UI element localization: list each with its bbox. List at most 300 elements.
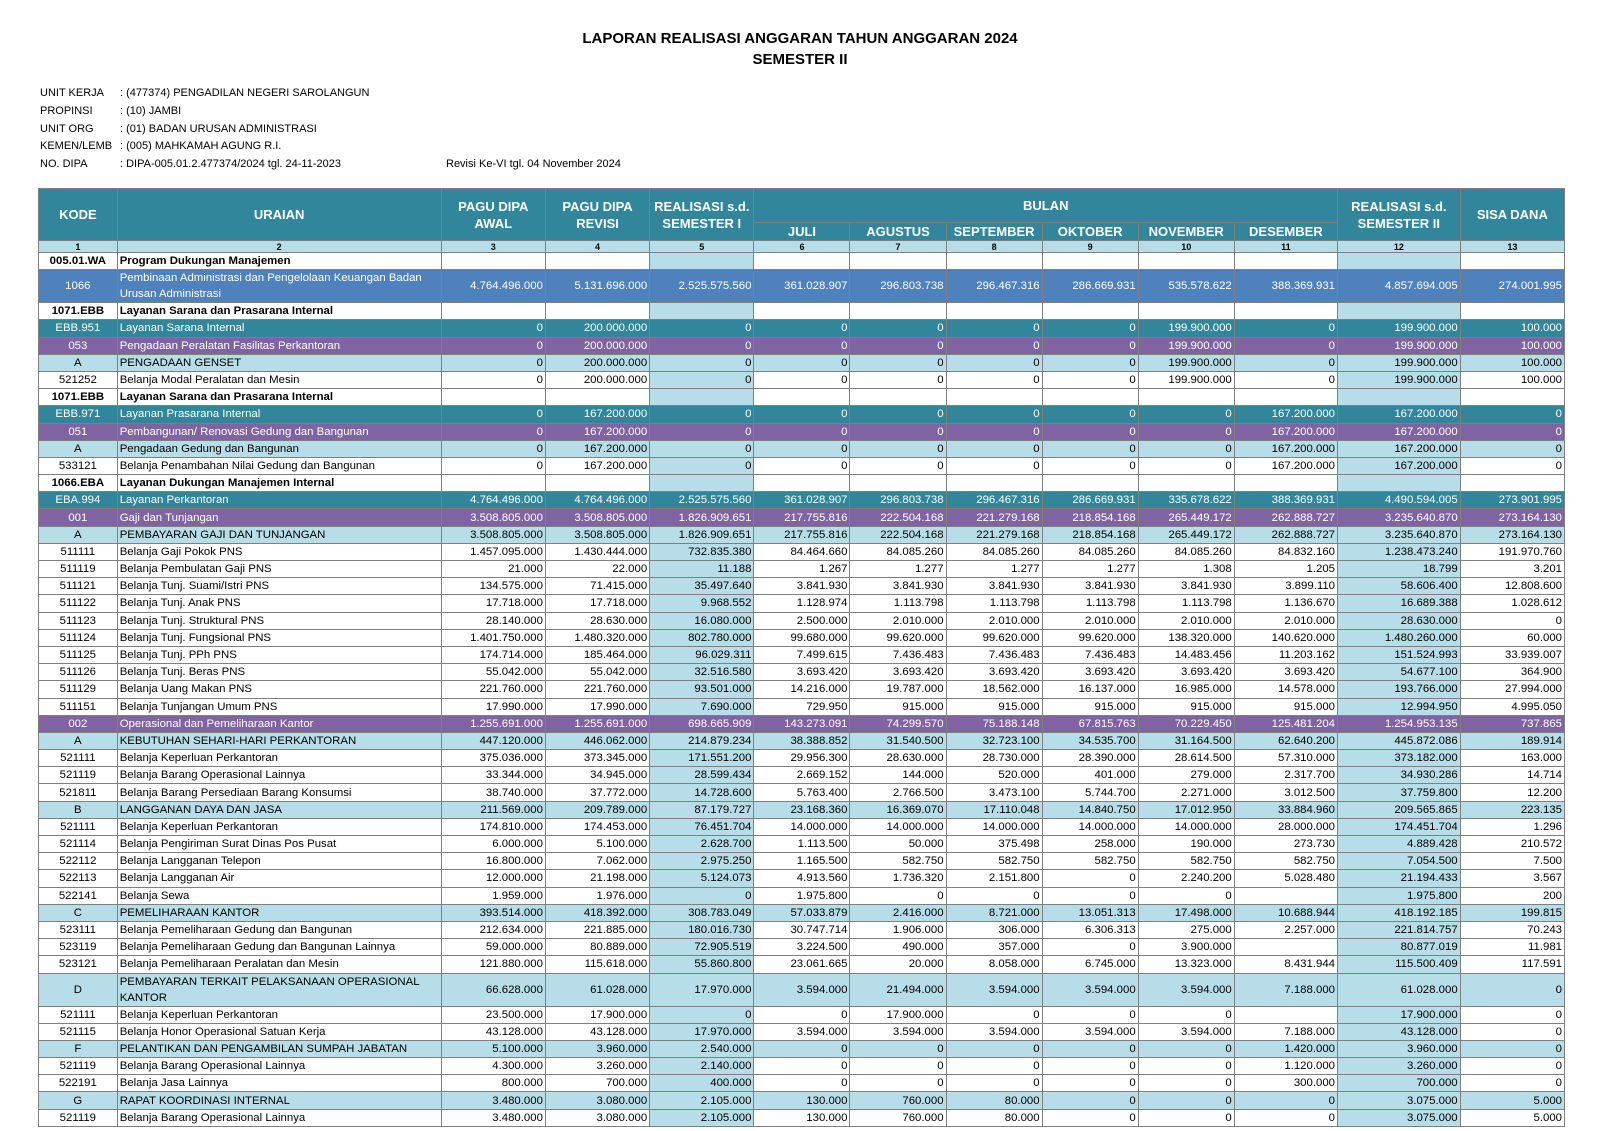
cell-value [545,253,649,270]
cell-value: 50.000 [850,836,946,853]
cell-value: 7.690.000 [650,698,754,715]
cell-value: 14.000.000 [754,818,850,835]
cell-value: 151.524.993 [1338,646,1461,663]
cell-value: 3.693.420 [1234,664,1337,681]
table-row [39,253,1565,270]
cell-value: 5.124.073 [650,870,754,887]
cell-value: 5.131.696.000 [545,270,649,303]
table-row [39,887,1565,904]
cell-value: 308.783.049 [650,904,754,921]
header-month: AGUSTUS [850,223,946,241]
cell-kode: A [39,526,118,543]
cell-value: 16.080.000 [650,612,754,629]
cell-value: 70.243 [1460,921,1564,938]
cell-value: 17.718.000 [441,595,545,612]
cell-value: 200.000.000 [545,354,649,371]
header-pagu-revisi: PAGU DIPA REVISI [545,189,649,241]
cell-value: 400.000 [650,1075,754,1092]
cell-value: 16.985.000 [1138,681,1234,698]
cell-value: 14.216.000 [754,681,850,698]
cell-value: 71.415.000 [545,578,649,595]
cell-value: 0 [650,457,754,474]
table-row [39,1058,1565,1075]
cell-value: 0 [850,1058,946,1075]
cell-value: 1.826.909.651 [650,526,754,543]
cell-value: 0 [1138,457,1234,474]
cell-uraian: Belanja Barang Operasional Lainnya [117,1109,441,1126]
cell-value: 209.565.865 [1338,801,1461,818]
cell-value: 729.950 [754,698,850,715]
cell-value: 0 [1138,1058,1234,1075]
cell-value: 373.182.000 [1338,750,1461,767]
cell-value: 0 [946,887,1042,904]
cell-value: 0 [850,337,946,354]
cell-value: 167.200.000 [1338,457,1461,474]
cell-kode: 521111 [39,750,118,767]
header-month: OKTOBER [1042,223,1138,241]
cell-value: 212.634.000 [441,921,545,938]
cell-value [1460,303,1564,320]
cell-value: 99.620.000 [1042,629,1138,646]
cell-value: 167.200.000 [545,457,649,474]
cell-value: 1.267 [754,561,850,578]
cell-value: 167.200.000 [545,423,649,440]
cell-uraian: Pengadaan Gedung dan Bangunan [117,440,441,457]
cell-value: 2.416.000 [850,904,946,921]
cell-value: 87.179.727 [650,801,754,818]
table-row [39,492,1565,509]
cell-value: 17.110.048 [946,801,1042,818]
cell-value: 3.960.000 [545,1040,649,1057]
table-row [39,526,1565,543]
cell-value: 1.238.473.240 [1338,543,1461,560]
cell-value [1234,303,1337,320]
cell-value [946,253,1042,270]
cell-value: 4.764.496.000 [441,492,545,509]
cell-value: 11.981 [1460,939,1564,956]
cell-value: 17.012.950 [1138,801,1234,818]
cell-kode: G [39,1092,118,1109]
cell-value: 3.900.000 [1138,939,1234,956]
cell-value [1338,253,1461,270]
cell-value [1234,887,1337,904]
cell-value: 296.803.738 [850,270,946,303]
cell-value: 357.000 [946,939,1042,956]
cell-value: 0 [1460,406,1564,423]
cell-value: 17.900.000 [850,1006,946,1023]
cell-value: 2.010.000 [946,612,1042,629]
cell-value [1042,253,1138,270]
table-row [39,904,1565,921]
column-index: 4 [545,241,649,253]
cell-value: 582.750 [1234,853,1337,870]
cell-value: 16.800.000 [441,853,545,870]
cell-value: 1.906.000 [850,921,946,938]
cell-value: 490.000 [850,939,946,956]
cell-value: 33.939.007 [1460,646,1564,663]
column-index: 13 [1460,241,1564,253]
cell-value: 17.970.000 [650,973,754,1006]
cell-value: 100.000 [1460,371,1564,388]
cell-kode: 511126 [39,664,118,681]
cell-value: 199.900.000 [1338,320,1461,337]
cell-value [1460,389,1564,406]
cell-uraian: Belanja Tunj. Fungsional PNS [117,629,441,646]
cell-value: 189.914 [1460,732,1564,749]
cell-value: 3.594.000 [850,1023,946,1040]
report-meta [40,85,621,174]
cell-value: 3.508.805.000 [545,509,649,526]
cell-uraian: Belanja Keperluan Perkantoran [117,1006,441,1023]
column-index: 3 [441,241,545,253]
cell-value: 143.273.091 [754,715,850,732]
cell-value: 3.075.000 [1338,1092,1461,1109]
cell-value [1138,253,1234,270]
cell-value: 214.879.234 [650,732,754,749]
cell-value: 1.255.691.000 [545,715,649,732]
cell-value: 1.128.974 [754,595,850,612]
cell-value: 700.000 [1338,1075,1461,1092]
cell-value: 760.000 [850,1109,946,1126]
cell-value: 55.860.800 [650,956,754,973]
cell-value: 33.344.000 [441,767,545,784]
cell-value [545,389,649,406]
cell-kode: 511151 [39,698,118,715]
cell-value: 167.200.000 [1234,423,1337,440]
cell-value: 221.885.000 [545,921,649,938]
cell-value: 7.436.483 [946,646,1042,663]
cell-value: 1.420.000 [1234,1040,1337,1057]
cell-value: 2.105.000 [650,1109,754,1126]
cell-value: 0 [946,337,1042,354]
cell-value: 29.956.300 [754,750,850,767]
cell-uraian: Belanja Langganan Air [117,870,441,887]
cell-value [1042,389,1138,406]
cell-value [545,303,649,320]
cell-value: 262.888.727 [1234,509,1337,526]
cell-value: 4.913.560 [754,870,850,887]
cell-value: 58.606.400 [1338,578,1461,595]
cell-value [946,475,1042,492]
cell-value: 3.693.420 [754,664,850,681]
cell-uraian: PEMBAYARAN TERKAIT PELAKSANAAN OPERASIONAL KANTOR [117,973,441,1006]
cell-value: 0 [946,1040,1042,1057]
cell-uraian: Program Dukungan Manajemen [117,253,441,270]
cell-kode: 521111 [39,1006,118,1023]
cell-uraian: Belanja Uang Makan PNS [117,681,441,698]
cell-value: 1.205 [1234,561,1337,578]
cell-value: 11.188 [650,561,754,578]
cell-value: 0 [1460,612,1564,629]
cell-value: 190.000 [1138,836,1234,853]
cell-value: 273.730 [1234,836,1337,853]
cell-value: 30.747.714 [754,921,850,938]
cell-value: 14.000.000 [850,818,946,835]
cell-value: 222.504.168 [850,526,946,543]
cell-uraian: Layanan Prasarana Internal [117,406,441,423]
meta-label: NO. DIPA [40,158,88,171]
cell-value: 80.889.000 [545,939,649,956]
cell-value [441,303,545,320]
cell-value [650,303,754,320]
cell-uraian: Gaji dan Tunjangan [117,509,441,526]
cell-value [850,303,946,320]
cell-value: 3.594.000 [754,1023,850,1040]
cell-kode: 511121 [39,578,118,595]
cell-value: 0 [1460,1040,1564,1057]
cell-value: 286.669.931 [1042,270,1138,303]
table-row [39,1092,1565,1109]
cell-value: 70.229.450 [1138,715,1234,732]
cell-uraian: PENGADAAN GENSET [117,354,441,371]
cell-kode: 511124 [39,629,118,646]
cell-value: 57.033.879 [754,904,850,921]
cell-value: 2.540.000 [650,1040,754,1057]
cell-value [754,475,850,492]
cell-value: 0 [1234,1109,1337,1126]
cell-value: 3.075.000 [1338,1109,1461,1126]
cell-value: 0 [754,320,850,337]
cell-kode: 511119 [39,561,118,578]
cell-value: 286.669.931 [1042,492,1138,509]
cell-value: 84.085.260 [850,543,946,560]
cell-value: 364.900 [1460,664,1564,681]
table-row [39,836,1565,853]
cell-value: 1.277 [1042,561,1138,578]
cell-value: 17.970.000 [650,1023,754,1040]
cell-value: 915.000 [850,698,946,715]
meta-value: : (477374) PENGADILAN NEGERI SAROLANGUN [120,87,370,99]
cell-value: 174.714.000 [441,646,545,663]
cell-value: 80.000 [946,1092,1042,1109]
cell-value: 12.200 [1460,784,1564,801]
meta-row [40,138,369,156]
cell-value: 0 [1042,1006,1138,1023]
cell-value: 5.028.480 [1234,870,1337,887]
cell-value: 0 [650,1006,754,1023]
cell-value: 3.960.000 [1338,1040,1461,1057]
cell-value: 27.994.000 [1460,681,1564,698]
table-row [39,750,1565,767]
cell-value [1234,939,1337,956]
cell-value: 0 [1042,423,1138,440]
cell-value: 167.200.000 [545,440,649,457]
cell-value: 21.494.000 [850,973,946,1006]
cell-value: 0 [1138,887,1234,904]
cell-uraian: Belanja Penambahan Nilai Gedung dan Bangunan [117,457,441,474]
cell-value: 28.140.000 [441,612,545,629]
cell-value: 1.430.444.000 [545,543,649,560]
cell-value: 5.000 [1460,1092,1564,1109]
cell-value: 1.975.800 [1338,887,1461,904]
cell-value: 3.594.000 [946,973,1042,1006]
cell-kode: 001 [39,509,118,526]
cell-value [1460,475,1564,492]
cell-kode: 521119 [39,1058,118,1075]
cell-uraian: Layanan Sarana dan Prasarana Internal [117,389,441,406]
cell-value: 258.000 [1042,836,1138,853]
column-index: 7 [850,241,946,253]
cell-uraian: Layanan Sarana dan Prasarana Internal [117,303,441,320]
cell-value: 75.188.148 [946,715,1042,732]
cell-uraian: Belanja Barang Persediaan Barang Konsumsi [117,784,441,801]
cell-kode: A [39,354,118,371]
cell-value: 10.688.944 [1234,904,1337,921]
cell-value: 14.578.000 [1234,681,1337,698]
column-index: 12 [1338,241,1461,253]
cell-kode: 1066 [39,270,118,303]
cell-uraian: Layanan Perkantoran [117,492,441,509]
cell-kode: 511122 [39,595,118,612]
cell-uraian: Belanja Barang Operasional Lainnya [117,767,441,784]
cell-kode: 523121 [39,956,118,973]
cell-value: 0 [1042,1075,1138,1092]
cell-value: 1.277 [946,561,1042,578]
cell-value: 2.010.000 [850,612,946,629]
cell-uraian: Belanja Tunj. Beras PNS [117,664,441,681]
cell-value: 74.299.570 [850,715,946,732]
cell-value: 5.100.000 [545,836,649,853]
cell-kode: 1066.EBA [39,475,118,492]
cell-value: 200.000.000 [545,371,649,388]
cell-kode: 521115 [39,1023,118,1040]
cell-value: 66.628.000 [441,973,545,1006]
cell-uraian: Belanja Keperluan Perkantoran [117,818,441,835]
cell-value: 93.501.000 [650,681,754,698]
cell-uraian: Pengadaan Peralatan Fasilitas Perkantoran [117,337,441,354]
meta-row [40,121,369,139]
cell-value: 0 [650,440,754,457]
table-row [39,1075,1565,1092]
cell-value: 14.840.750 [1042,801,1138,818]
table-row [39,1023,1565,1040]
cell-value: 167.200.000 [545,406,649,423]
cell-value: 3.235.640.870 [1338,526,1461,543]
cell-value: 1.480.320.000 [545,629,649,646]
cell-kode: EBB.951 [39,320,118,337]
cell-value: 0 [650,371,754,388]
cell-value: 20.000 [850,956,946,973]
cell-value: 171.551.200 [650,750,754,767]
header-month: DESEMBER [1234,223,1337,241]
cell-value: 32.516.580 [650,664,754,681]
cell-value: 3.508.805.000 [441,526,545,543]
cell-value: 2.628.700 [650,836,754,853]
cell-value: 296.803.738 [850,492,946,509]
cell-kode: A [39,440,118,457]
header-uraian: URAIAN [117,189,441,241]
cell-value: 3.899.110 [1234,578,1337,595]
cell-value: 1.113.798 [1042,595,1138,612]
cell-value: 737.865 [1460,715,1564,732]
cell-kode: 521119 [39,1109,118,1126]
cell-value: 0 [850,371,946,388]
cell-value [754,253,850,270]
cell-value: 18.799 [1338,561,1461,578]
cell-value: 3.594.000 [1042,973,1138,1006]
table-row [39,767,1565,784]
cell-value: 167.200.000 [1234,440,1337,457]
cell-value: 1.255.691.000 [441,715,545,732]
cell-value: 445.872.086 [1338,732,1461,749]
column-index: 6 [754,241,850,253]
table-row [39,389,1565,406]
cell-value: 0 [754,423,850,440]
cell-value: 4.300.000 [441,1058,545,1075]
cell-value: 28.614.500 [1138,750,1234,767]
cell-value: 3.693.420 [850,664,946,681]
cell-value: 0 [850,320,946,337]
cell-value: 3.841.930 [850,578,946,595]
cell-value: 7.054.500 [1338,853,1461,870]
cell-value: 0 [650,887,754,904]
cell-value: 3.260.000 [1338,1058,1461,1075]
cell-kode: B [39,801,118,818]
cell-uraian: RAPAT KOORDINASI INTERNAL [117,1092,441,1109]
cell-value: 388.369.931 [1234,492,1337,509]
cell-value: 0 [1138,1006,1234,1023]
table-row [39,698,1565,715]
cell-value: 0 [1234,354,1337,371]
cell-value: 134.575.000 [441,578,545,595]
cell-value: 265.449.172 [1138,526,1234,543]
cell-value: 0 [754,1006,850,1023]
cell-value: 2.257.000 [1234,921,1337,938]
cell-value: 174.451.704 [1338,818,1461,835]
table-row [39,406,1565,423]
cell-kode: 053 [39,337,118,354]
cell-value: 1.976.000 [545,887,649,904]
cell-value: 12.000.000 [441,870,545,887]
cell-value: 28.000.000 [1234,818,1337,835]
cell-kode: 1071.EBB [39,303,118,320]
cell-value: 0 [754,337,850,354]
cell-value: 446.062.000 [545,732,649,749]
cell-value: 125.481.204 [1234,715,1337,732]
cell-value: 11.203.162 [1234,646,1337,663]
cell-value: 0 [1042,1040,1138,1057]
cell-value: 1.401.750.000 [441,629,545,646]
meta-label: KEMEN/LEMB [40,140,113,153]
cell-value: 8.721.000 [946,904,1042,921]
cell-value: 0 [850,1040,946,1057]
cell-value: 0 [946,457,1042,474]
cell-value: 0 [754,1058,850,1075]
cell-value: 14.000.000 [946,818,1042,835]
cell-uraian: Pembinaan Administrasi dan Pengelolaan Keuangan Badan Urusan Administrasi [117,270,441,303]
cell-value: 23.500.000 [441,1006,545,1023]
cell-value: 1.136.670 [1234,595,1337,612]
cell-value: 265.449.172 [1138,509,1234,526]
table-row [39,784,1565,801]
cell-value: 144.000 [850,767,946,784]
cell-uraian: KEBUTUHAN SEHARI-HARI PERKANTORAN [117,732,441,749]
cell-value: 5.000 [1460,1109,1564,1126]
cell-value: 60.000 [1460,629,1564,646]
cell-value: 3.841.930 [1138,578,1234,595]
cell-value: 3.594.000 [754,973,850,1006]
cell-value: 138.320.000 [1138,629,1234,646]
cell-value: 43.128.000 [1338,1023,1461,1040]
cell-value: 0 [946,1006,1042,1023]
cell-value: 7.436.483 [1042,646,1138,663]
cell-value: 273.164.130 [1460,526,1564,543]
cell-value: 200 [1460,887,1564,904]
table-row [39,354,1565,371]
cell-kode: 521811 [39,784,118,801]
table-row [39,921,1565,938]
cell-value: 1.736.320 [850,870,946,887]
